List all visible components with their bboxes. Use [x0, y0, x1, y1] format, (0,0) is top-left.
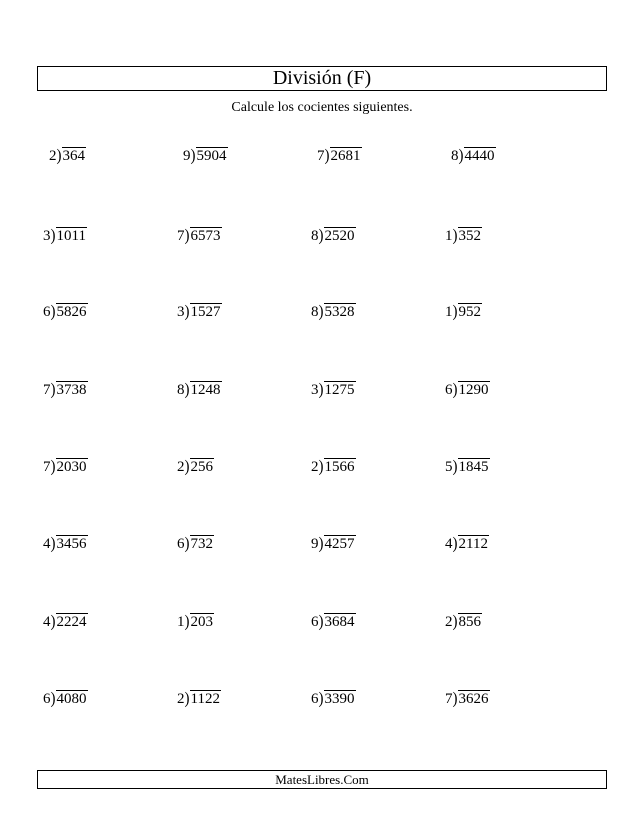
- divisor: 7: [43, 382, 51, 398]
- divisor: 8: [311, 228, 319, 244]
- division-bracket: ): [50, 612, 56, 632]
- divisor: 6: [445, 382, 453, 398]
- division-problem: [177, 458, 214, 476]
- division-problem: [445, 690, 490, 708]
- division-bracket: ): [452, 380, 458, 400]
- division-bracket: ): [458, 146, 464, 166]
- dividend: 2681: [330, 148, 361, 164]
- dividend: 4257: [324, 536, 355, 552]
- divisor: 2: [445, 614, 453, 630]
- dividend: 1122: [190, 691, 220, 707]
- dividend: 4080: [56, 691, 87, 707]
- dividend: 5328: [324, 304, 355, 320]
- division-problem: [445, 227, 482, 245]
- division-problem: [183, 147, 228, 165]
- dividend: 203: [190, 614, 213, 630]
- division-bracket: ): [184, 226, 190, 246]
- divisor: 3: [311, 382, 319, 398]
- division-bracket: ): [452, 226, 458, 246]
- dividend: 1566: [324, 459, 355, 475]
- division-problem: [445, 458, 490, 476]
- divisor: 2: [49, 148, 57, 164]
- divisor: 6: [177, 536, 185, 552]
- division-problem: [43, 535, 88, 553]
- division-bracket: ): [50, 457, 56, 477]
- divisor: 4: [43, 536, 51, 552]
- division-bracket: ): [184, 534, 190, 554]
- dividend: 1275: [324, 382, 355, 398]
- dividend: 1248: [190, 382, 221, 398]
- divisor: 2: [177, 459, 185, 475]
- dividend: 5904: [196, 148, 227, 164]
- dividend: 256: [190, 459, 213, 475]
- division-problem: [43, 458, 88, 476]
- dividend: 4440: [464, 148, 495, 164]
- division-problem: [445, 535, 489, 553]
- page-title: División (F): [37, 66, 607, 91]
- divisor: 8: [311, 304, 319, 320]
- division-problem: [445, 381, 490, 399]
- division-problem: [311, 690, 356, 708]
- division-problem: [311, 227, 356, 245]
- divisor: 7: [177, 228, 185, 244]
- divisor: 4: [445, 536, 453, 552]
- division-bracket: ): [56, 146, 62, 166]
- divisor: 9: [311, 536, 319, 552]
- division-problem: [43, 227, 87, 245]
- dividend: 1845: [458, 459, 489, 475]
- division-bracket: ): [318, 534, 324, 554]
- dividend: 5826: [56, 304, 87, 320]
- division-bracket: ): [190, 146, 196, 166]
- dividend: 3390: [324, 691, 355, 707]
- division-bracket: ): [318, 612, 324, 632]
- division-bracket: ): [324, 146, 330, 166]
- division-problem: [49, 147, 86, 165]
- divisor: 7: [445, 691, 453, 707]
- division-problem: [311, 613, 356, 631]
- division-bracket: ): [318, 689, 324, 709]
- division-bracket: ): [184, 302, 190, 322]
- dividend: 3738: [56, 382, 87, 398]
- division-bracket: ): [50, 534, 56, 554]
- division-bracket: ): [318, 457, 324, 477]
- divisor: 3: [43, 228, 51, 244]
- divisor: 3: [177, 304, 185, 320]
- dividend: 1290: [458, 382, 489, 398]
- divisor: 2: [177, 691, 185, 707]
- dividend: 3456: [56, 536, 87, 552]
- division-problem: [445, 303, 482, 321]
- divisor: 6: [311, 614, 319, 630]
- divisor: 1: [445, 304, 453, 320]
- division-problem: [177, 535, 214, 553]
- divisor: 9: [183, 148, 191, 164]
- division-bracket: ): [50, 689, 56, 709]
- division-problem: [311, 535, 356, 553]
- division-problem: [445, 613, 482, 631]
- divisor: 5: [445, 459, 453, 475]
- division-bracket: ): [318, 226, 324, 246]
- division-bracket: ): [184, 689, 190, 709]
- dividend: 3626: [458, 691, 489, 707]
- division-bracket: ): [452, 689, 458, 709]
- division-bracket: ): [50, 302, 56, 322]
- division-bracket: ): [452, 534, 458, 554]
- division-bracket: ): [184, 457, 190, 477]
- divisor: 1: [445, 228, 453, 244]
- dividend: 2224: [56, 614, 87, 630]
- divisor: 7: [43, 459, 51, 475]
- division-problem: [177, 303, 222, 321]
- dividend: 732: [190, 536, 213, 552]
- division-problem: [43, 381, 88, 399]
- division-problem: [311, 458, 356, 476]
- division-bracket: ): [318, 302, 324, 322]
- division-bracket: ): [184, 612, 190, 632]
- division-problem: [43, 613, 88, 631]
- division-problem: [177, 690, 221, 708]
- division-problem: [317, 147, 362, 165]
- dividend: 6573: [190, 228, 221, 244]
- divisor: 6: [43, 691, 51, 707]
- divisor: 2: [311, 459, 319, 475]
- division-problem: [177, 613, 214, 631]
- division-problem: [177, 227, 222, 245]
- footer-site: MatesLibres.Com: [37, 770, 607, 789]
- divisor: 7: [317, 148, 325, 164]
- divisor: 8: [451, 148, 459, 164]
- dividend: 352: [458, 228, 481, 244]
- dividend: 1011: [56, 228, 86, 244]
- dividend: 952: [458, 304, 481, 320]
- divisor: 6: [43, 304, 51, 320]
- division-problem: [43, 303, 88, 321]
- division-problem: [311, 303, 356, 321]
- dividend: 1527: [190, 304, 221, 320]
- dividend: 856: [458, 614, 481, 630]
- dividend: 364: [62, 148, 85, 164]
- divisor: 8: [177, 382, 185, 398]
- division-bracket: ): [50, 226, 56, 246]
- division-problem: [311, 381, 356, 399]
- instructions: Calcule los cocientes siguientes.: [231, 100, 413, 115]
- division-problem: [43, 690, 88, 708]
- divisor: 4: [43, 614, 51, 630]
- division-problem: [451, 147, 496, 165]
- divisor: 1: [177, 614, 185, 630]
- dividend: 2030: [56, 459, 87, 475]
- dividend: 2520: [324, 228, 355, 244]
- division-bracket: ): [318, 380, 324, 400]
- division-bracket: ): [452, 457, 458, 477]
- division-problem: [177, 381, 222, 399]
- division-bracket: ): [50, 380, 56, 400]
- division-bracket: ): [184, 380, 190, 400]
- division-bracket: ): [452, 302, 458, 322]
- dividend: 2112: [458, 536, 488, 552]
- division-bracket: ): [452, 612, 458, 632]
- dividend: 3684: [324, 614, 355, 630]
- divisor: 6: [311, 691, 319, 707]
